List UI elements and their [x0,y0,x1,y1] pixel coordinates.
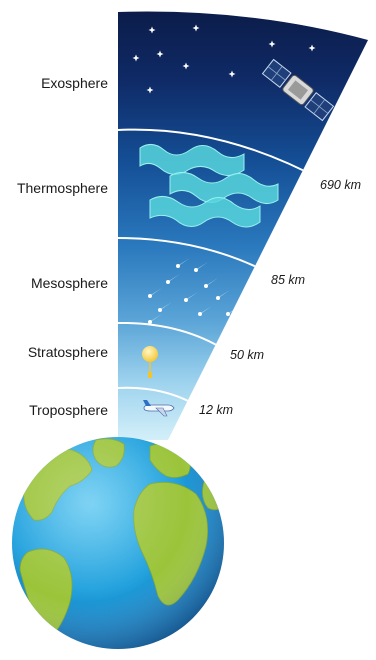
layer-name-troposphere: Troposphere [29,402,108,418]
star-icon [351,73,358,80]
layer-name-stratosphere: Stratosphere [27,344,108,360]
altitude-label-50: 50 km [230,348,265,362]
layer-name-mesosphere: Mesosphere [30,275,108,291]
layer-name-thermosphere: Thermosphere [16,180,108,196]
altitude-label-12: 12 km [199,403,234,417]
altitude-label-85: 85 km [271,273,306,287]
altitude-label-690: 690 km [320,178,361,192]
layer-name-exosphere: Exosphere [41,75,108,91]
earth-globe-icon [12,437,226,649]
